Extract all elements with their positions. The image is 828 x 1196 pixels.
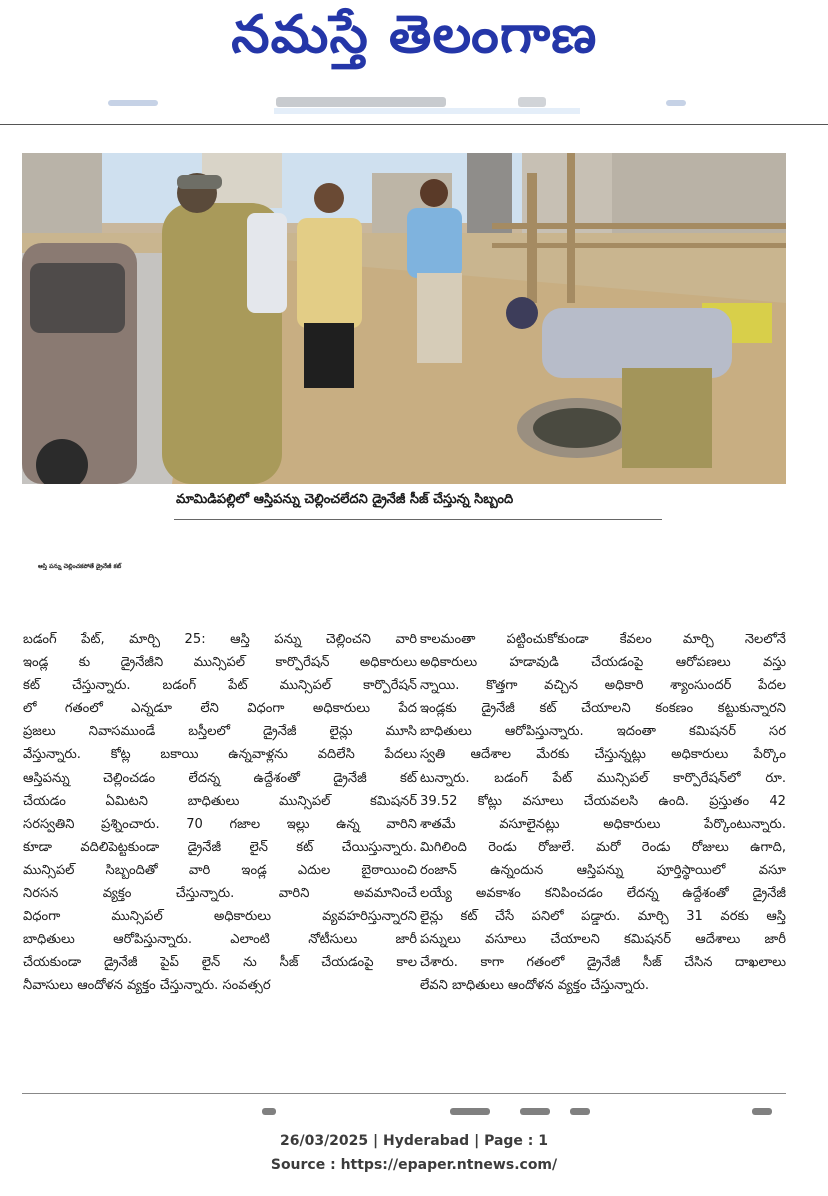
article-line: ఇండ్లకు డ్రైనేజీ కట్ చేయాలని కంకణం కట్టుకున్నారని — [420, 701, 786, 717]
article-line: కాలమంతా పట్టించుకోకుండా కేవలం మార్చి నెలలోనే — [420, 632, 786, 647]
masthead — [0, 0, 828, 70]
article-line: కట్ చేస్తున్నారు. బడంగ్ పేట్ మున్సిపల్ కార్పొరేషన్ — [23, 678, 417, 694]
article-line: ఆస్తిపన్ను చెల్లించడం లేదన్న ఉద్దేశంతో డ్రైనేజీ కట్ — [23, 770, 417, 786]
headline: ఆస్తి పన్ను చెల్లించకపోతే డ్రైనేజీ కట్ — [38, 563, 122, 570]
article-line: లయ్యే అవకాశం కనిపించడం లేదన్న ఉద్దేశంతో డ్రైనేజీ — [420, 886, 786, 902]
article-line: బాధితులు ఆరోపిస్తున్నారు. ఎలాంటి నోటీసులు జారీ — [23, 932, 417, 948]
edition-strip — [0, 88, 828, 125]
article-line: న్నాయి. కొత్తగా వచ్చిన అధికారి శ్యాంసుందర్ పేదల — [420, 678, 786, 694]
article-line: లైన్లు కట్ చేసే పనిలో పడ్డారు. మార్చి 31 వరకు ఆస్తి — [420, 909, 786, 925]
source-link[interactable]: Source : https://epaper.ntnews.com/ — [270, 1157, 558, 1173]
article-line: కూడా వదిలిపెట్టకుండా డ్రైనేజీ లైన్ కట్ చేయిస్తున్నారు. — [23, 839, 417, 855]
article-line: చేశారు. కాగా గతంలో డ్రైనేజీ సీజ్ చేసిన దాఖలాలు — [420, 955, 786, 971]
article-line: 39.52 కోట్లు వసూలు చేయవలసి ఉంది. ప్రస్తుతం 42 — [420, 793, 786, 809]
next-article-teaser — [22, 1108, 786, 1116]
article-line: చేయడం ఏమిటని బాధితులు మున్సిపల్ కమిషనర్ — [23, 793, 417, 809]
article-line: మున్సిపల్ సిబ్బందితో వారి ఇండ్ల ఎదుల బైఠాయించి — [23, 862, 417, 878]
article-line: బడంగ్ పేట్, మార్చి 25: ఆస్తి పన్ను చెల్లించని వారి — [23, 632, 417, 647]
article-line: శాతమే వసూలైనట్లు అధికారులు పేర్కొంటున్నారు. — [420, 816, 786, 832]
article-line: నీవాసులు ఆందోళన వ్యక్తం చేస్తున్నారు. సంవత్సర — [23, 978, 271, 994]
edition-info: 26/03/2025 | Hyderabad | Page : 1 — [279, 1133, 549, 1149]
page-footer — [0, 1129, 828, 1177]
caption-divider — [174, 519, 662, 520]
article-line: టున్నారు. బడంగ్ పేట్ మున్సిపల్ కార్పొరేషన్‌లో రూ. — [420, 770, 786, 786]
article-line: స్వతి ఆదేశాల మేరకు చేస్తున్నట్లు అధికారులు పేర్కొం — [420, 747, 786, 763]
article-line: సరస్వతిని ప్రశ్నించారు. 70 గజాల ఇల్లు ఉన్న వారిని — [23, 816, 417, 832]
article-line: లేవని బాధితులు ఆందోళన వ్యక్తం చేస్తున్నారు. — [420, 978, 650, 994]
article-line: నిరసన వ్యక్తం చేస్తున్నారు. వారిని అవమానించే — [23, 886, 417, 902]
article-line: ప్రజలు నివాసముండే బస్తీలలో డ్రైనేజీ లైన్లు మూసి — [23, 724, 417, 740]
article-line: వేస్తున్నారు. కోట్ల బకాయి ఉన్నవాళ్లను వదిలేసి పేదలు — [23, 747, 417, 763]
news-photo — [22, 153, 786, 484]
article-line: లో గతంలో ఎన్నడూ లేని విధంగా అధికారులు పేద — [23, 701, 417, 717]
newspaper-logo: నమస్తే తెలంగాణ — [230, 5, 598, 65]
article-line: ఇండ్ల కు డ్రైనేజీని మున్సిపల్ కార్పొరేషన్ అధికారులు — [23, 655, 417, 671]
article-line: విధంగా మున్సిపల్ అధికారులు వ్యవహరిస్తున్నారని — [23, 909, 417, 925]
article-column-right — [420, 628, 786, 998]
article-line: పన్నులు వసూలు చేయాలని కమిషనర్ ఆదేశాలు జారీ — [420, 932, 786, 948]
article-line: రంజాన్ ఉన్నందున ఆస్తిపన్ను పూర్తిస్థాయిలో వసూ — [420, 862, 786, 878]
article-line: అధికారులు హడావుడి చేయడంపై ఆరోపణలు వస్తు — [420, 655, 786, 671]
article-column-left — [23, 628, 417, 998]
photo-caption: మామిడిపల్లిలో ఆస్తిపన్ను చెల్లించలేదని డ్రైనేజీ సీజ్ చేస్తున్న సిబ్బంది — [176, 492, 514, 507]
article-line: చేయకుండా డ్రైనేజీ పైప్ లైన్ ను సీజ్ చేయడంపై కాల — [23, 955, 417, 971]
article-line: మిగిలింది రెండు రోజులే. మరో రెండు రోజులు ఉగాది, — [420, 839, 786, 855]
article-line: బాధితులు ఆరోపిస్తున్నారు. ఇదంతా కమిషనర్ సర — [420, 724, 786, 740]
page-bottom-divider — [22, 1093, 786, 1094]
workers-at-manhole-image — [22, 153, 786, 484]
